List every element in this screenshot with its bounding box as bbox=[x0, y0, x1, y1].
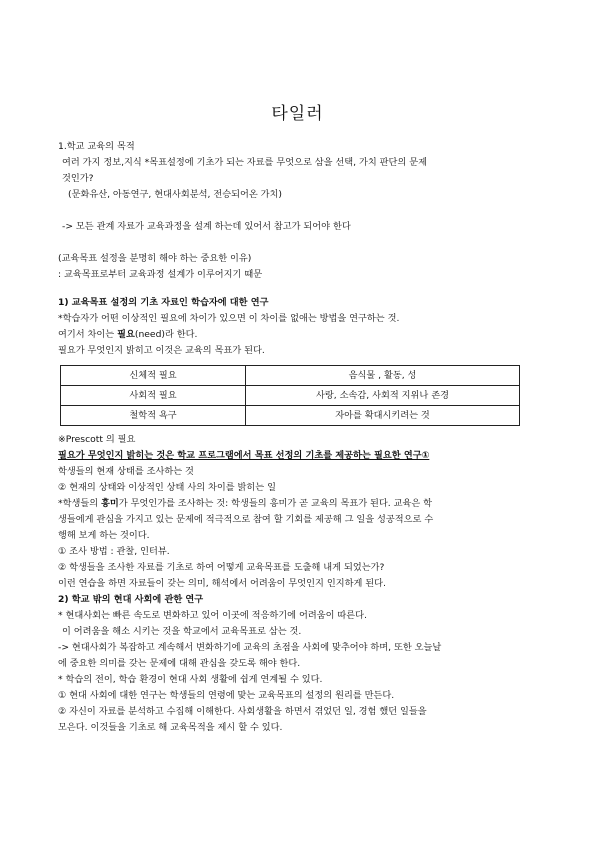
section2-heading: 1) 교육목표 설정의 기초 자료인 학습자에 대한 연구 bbox=[58, 297, 269, 308]
section3-heading: 2) 학교 밖의 현대 사회에 관한 연구 bbox=[58, 594, 204, 605]
paragraph-line: 모은다. 이것들을 기초로 해 교육목적을 제시 할 수 있다. bbox=[58, 722, 283, 733]
paragraph-line: ② 현재의 상태와 이상적인 상태 사의 차이를 밝히는 일 bbox=[58, 482, 276, 493]
table-cell: 자아를 확대시키려는 것 bbox=[246, 406, 520, 426]
table-cell: 사회적 필요 bbox=[61, 386, 246, 406]
text-span: 가 무엇인가를 조사하는 것: 학생들의 흥미가 곧 교육의 목표가 된다. 교육은 학 bbox=[118, 498, 433, 509]
table-cell: 음식물 , 활동, 성 bbox=[246, 366, 520, 386]
needs-table bbox=[60, 365, 520, 426]
paragraph-line: * 현대사회는 빠른 속도로 변화하고 있어 이곳에 적응하기에 어려움이 따른다. bbox=[58, 610, 367, 621]
text-span: 여기서 차이는 bbox=[58, 329, 118, 340]
paragraph-line bbox=[58, 496, 558, 512]
paragraph-line: 생들에게 관심을 가지고 있는 문제에 적극적으로 참여 할 기회를 제공해 그 일을 성공적으로 수 bbox=[58, 514, 434, 525]
table-cell: 신체적 필요 bbox=[61, 366, 246, 386]
prescott-note: ※Prescott 의 필요 bbox=[58, 434, 136, 445]
document-body bbox=[58, 139, 558, 736]
paragraph-line: ② 자신이 자료를 분석하고 수집해 이해한다. 사회생활을 하면서 겪었던 일, 경험 했던 일들을 bbox=[58, 706, 427, 717]
paragraph-line: : 교육목표로부터 교육과정 설계가 이루어지기 때문 bbox=[58, 269, 263, 280]
paragraph-line: 여러 가지 정보,지식 *목표설정에 기초가 되는 자료를 무엇으로 삼을 선택, 가치 판단의 문제 bbox=[62, 157, 427, 168]
paragraph-line: 에 중요한 의미를 갖는 문제에 대해 관심을 갖도록 해야 한다. bbox=[58, 658, 301, 669]
paragraph-line: 행해 보게 하는 것이다. bbox=[58, 530, 150, 541]
paragraph-line: 이런 연습을 하면 자료들이 갖는 의미, 해석에서 어려움이 무엇인지 인지하게 된다. bbox=[58, 578, 386, 589]
paragraph-line: -> 현대사회가 복잡하고 계속해서 변화하기에 교육의 초점을 사회에 맞추어야 하며, 또한 오늘날 bbox=[58, 642, 442, 653]
emphasis-text: 흥미 bbox=[101, 498, 119, 509]
section1-heading: 1.학교 교육의 목적 bbox=[58, 141, 135, 152]
table-row bbox=[61, 366, 520, 386]
paragraph-line: *학습자가 어떤 이상적인 필요에 차이가 있으면 이 차이를 없애는 방법을 연구하는 것. bbox=[58, 313, 400, 324]
paragraph-line: ① 현대 사회에 대한 연구는 학생들의 연령에 맞는 교육목표의 설정의 원리를 만든다. bbox=[58, 690, 395, 701]
paragraph-line: (문화유산, 아동연구, 현대사회분석, 전승되어온 가치) bbox=[68, 189, 282, 200]
text-span: (need)라 한다. bbox=[134, 329, 198, 340]
document-title: 타일러 bbox=[271, 104, 324, 124]
paragraph-line: 학생들의 현재 상태를 조사하는 것 bbox=[58, 466, 194, 477]
paragraph-line: * 학습의 전이, 학습 환경이 현대 사회 생활에 쉽게 연계될 수 있다. bbox=[58, 674, 323, 685]
emphasis-text: 필요 bbox=[117, 329, 135, 340]
text-span: *학생들의 bbox=[58, 498, 102, 509]
paragraph-line: (교육목표 설정을 분명히 해야 하는 중요한 이유) bbox=[58, 253, 252, 264]
table-cell: 철학적 욕구 bbox=[61, 406, 246, 426]
underlined-statement: 필요가 무엇인지 밝히는 것은 학교 프로그램에서 목표 선정의 기초를 제공하는 필요한 연구① bbox=[58, 450, 430, 461]
paragraph-line: ① 조사 방법 : 관찰, 인터뷰. bbox=[58, 546, 170, 557]
paragraph-line: -> 모든 관계 자료가 교육과정을 설계 하는데 있어서 참고가 되어야 한다 bbox=[62, 221, 351, 232]
paragraph-line: 이 어려움을 해소 시키는 것을 학교에서 교육목표로 삼는 것. bbox=[62, 626, 302, 637]
paragraph-line: 것인가? bbox=[62, 173, 94, 184]
table-cell: 사랑, 소속감, 사회적 지위나 존경 bbox=[246, 386, 520, 406]
table-row bbox=[61, 406, 520, 426]
paragraph-line: 필요가 무엇인지 밝히고 이것은 교육의 목표가 된다. bbox=[58, 345, 265, 356]
table-row bbox=[61, 386, 520, 406]
paragraph-line bbox=[58, 327, 558, 343]
paragraph-line: ② 학생들을 조사한 자료를 기초로 하여 어떻게 교육목표를 도출해 내게 되었는가? bbox=[58, 562, 385, 573]
